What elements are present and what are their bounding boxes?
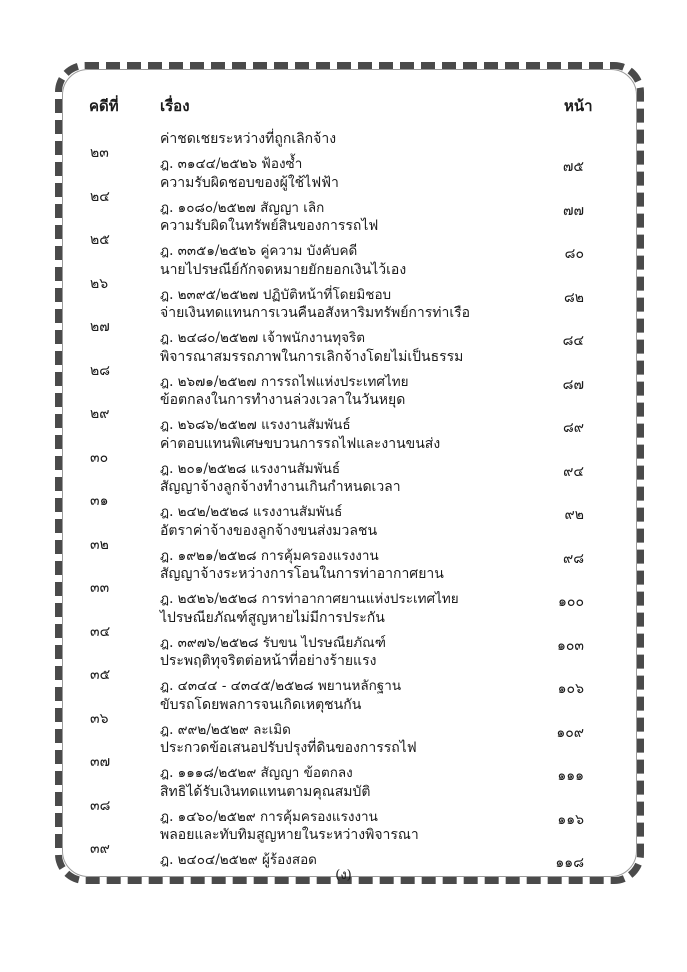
page-marker: (ง)	[335, 868, 352, 883]
entry-page-number: ๙๘	[562, 550, 584, 567]
entry-citation: ฎ. ๒๔๐๔/๒๕๒๙ ผู้ร้องสอด	[160, 852, 317, 868]
case-number: ๒๕	[90, 232, 110, 249]
entry-citation: ฎ. ๑๙๒๑/๒๕๒๘ การคุ้มครองแรงงาน	[160, 547, 379, 564]
entry-title: ค่าตอบแทนพิเศษขบวนการรถไฟและงานขนส่ง	[160, 435, 441, 452]
page-header: หน้า	[564, 97, 593, 115]
entry-page-number: ๘๐	[564, 246, 584, 262]
case-number: ๒๔	[90, 188, 110, 205]
entry-page-number: ๑๐๙	[556, 724, 584, 741]
entry-page-number: ๑๑๑	[557, 768, 584, 784]
entry-page-number: ๘๒	[563, 289, 584, 306]
entry-citation: ฎ. ๙๙๒/๒๕๒๙ ละเมิด	[160, 721, 291, 738]
entry-title: พลอยและทับทิมสูญหายในระหว่างพิจารณา	[160, 827, 419, 843]
entry-citation: ฎ. ๒๕๒๖/๒๕๒๘ การท่าอากาศยานแห่งประเทศไทย	[160, 591, 459, 607]
case-number: ๒๘	[90, 362, 111, 379]
entry-title: ค่าชดเชยระหว่างที่ถูกเลิกจ้าง	[160, 131, 337, 147]
entry-title: ความรับผิดชอบของผู้ใช้ไฟฟ้า	[160, 174, 339, 191]
entry-title: ความรับผิดในทรัพย์สินของการรถไฟ	[160, 218, 379, 234]
entry-citation: ฎ. ๒๖๘๖/๒๕๒๗ แรงงานสัมพันธ์	[160, 417, 351, 433]
entry-page-number: ๑๐๓	[556, 637, 584, 654]
case-number: ๓๒	[90, 536, 109, 553]
entry-citation: ฎ. ๒๔๒/๒๕๒๘ แรงงานสัมพันธ์	[160, 504, 343, 520]
entry-page-number: ๑๐๐	[558, 594, 584, 610]
case-number: ๒๖	[90, 275, 109, 292]
case-number: ๓๑	[90, 493, 109, 510]
case-number: ๓๙	[90, 841, 110, 858]
case-number: ๓๓	[90, 580, 110, 597]
entry-title: อัตราค่าจ้างของลูกจ้างขนส่งมวลชน	[160, 522, 378, 539]
entry-title: สัญญาจ้างลูกจ้างทำงานเกินกำหนดเวลา	[160, 479, 401, 495]
entry-title: ไปรษณียภัณฑ์สูญหายไม่มีการประกัน	[160, 609, 385, 626]
case-number: ๒๙	[90, 406, 110, 423]
entry-page-number: ๙๒	[564, 507, 584, 523]
entry-citation: ฎ. ๒๖๗๑/๒๕๒๗ การรถไฟแห่งประเทศไทย	[160, 373, 409, 390]
case-number: ๒๓	[90, 145, 109, 162]
entry-page-number: ๗๗	[562, 202, 584, 219]
entry-page-number: ๑๑๘	[555, 855, 584, 871]
entry-page-number: ๘๗	[562, 376, 584, 393]
case-number: ๓๐	[90, 449, 109, 466]
entry-page-number: ๑๑๖	[557, 811, 584, 828]
entry-title: ประกวดข้อเสนอปรับปรุงที่ดินของการรถไฟ	[160, 740, 417, 756]
entry-citation: ฎ. ๓๙๗๖/๒๕๒๘ รับขน ไปรษณียภัณฑ์	[160, 634, 386, 651]
entry-page-number: ๙๔	[563, 463, 584, 480]
entry-title: ขับรถโดยพลการจนเกิดเหตุชนกัน	[160, 696, 362, 713]
entry-page-number: ๑๐๖	[557, 681, 584, 697]
entry-citation: ฎ. ๒๐๑/๒๕๒๘ แรงงานสัมพันธ์	[160, 460, 341, 477]
entry-title: สิทธิได้รับเงินทดแทนตามคุณสมบัติ	[160, 783, 371, 800]
case-number: ๒๗	[90, 319, 110, 336]
entry-title: ข้อตกลงในการทำงานล่วงเวลาในวันหยุด	[160, 392, 406, 408]
entry-title: สัญญาจ้างระหว่างการโอนในการท่าอากาศยาน	[160, 566, 444, 582]
case-number-header: คดีที่	[89, 97, 119, 115]
entry-page-number: ๘๔	[562, 333, 584, 349]
entry-title: นายไปรษณีย์กักจดหมายยักยอกเงินไว้เอง	[160, 261, 407, 278]
case-number: ๓๘	[90, 797, 111, 814]
entry-citation: ฎ. ๓๑๔๔/๒๕๒๖ ฟ้องซ้ำ	[160, 156, 303, 172]
entry-citation: ฎ. ๒๔๘๐/๒๕๒๗ เจ้าพนักงานทุจริต	[160, 330, 366, 346]
subject-header: เรื่อง	[160, 97, 190, 115]
case-number: ๓๗	[90, 754, 111, 771]
entry-citation: ฎ. ๑๐๘๐/๒๕๒๗ สัญญา เลิก	[160, 199, 325, 216]
entry-citation: ฎ. ๒๓๙๕/๒๕๒๗ ปฏิบัติหน้าที่โดยมิชอบ	[160, 286, 392, 303]
entry-citation: ฎ. ๓๓๕๑/๒๕๒๖ คู่ความ บังคับคดี	[160, 243, 358, 259]
case-number: ๓๖	[90, 710, 109, 727]
entry-citation: ฎ. ๑๔๖๐/๒๕๒๙ การคุ้มครองแรงงาน	[160, 808, 378, 825]
case-number: ๓๔	[90, 623, 111, 640]
entry-title: พิจารณาสมรรถภาพในการเลิกจ้างโดยไม่เป็นธรรม	[160, 348, 464, 365]
entry-title: ประพฤติทุจริตต่อหน้าที่อย่างร้ายแรง	[160, 653, 377, 669]
case-number: ๓๕	[90, 667, 111, 684]
entry-title: จ่ายเงินทดแทนการเวนคืนอสังหาริมทรัพย์การท่าเรือ	[160, 305, 471, 321]
entry-citation: ฎ. ๔๓๔๔ - ๔๓๔๕/๒๕๒๘ พยานหลักฐาน	[160, 678, 402, 694]
entry-page-number: ๗๕	[562, 159, 584, 175]
entry-citation: ฎ. ๑๑๑๘/๒๕๒๙ สัญญา ข้อตกลง	[160, 765, 353, 781]
entry-page-number: ๘๙	[562, 420, 584, 436]
